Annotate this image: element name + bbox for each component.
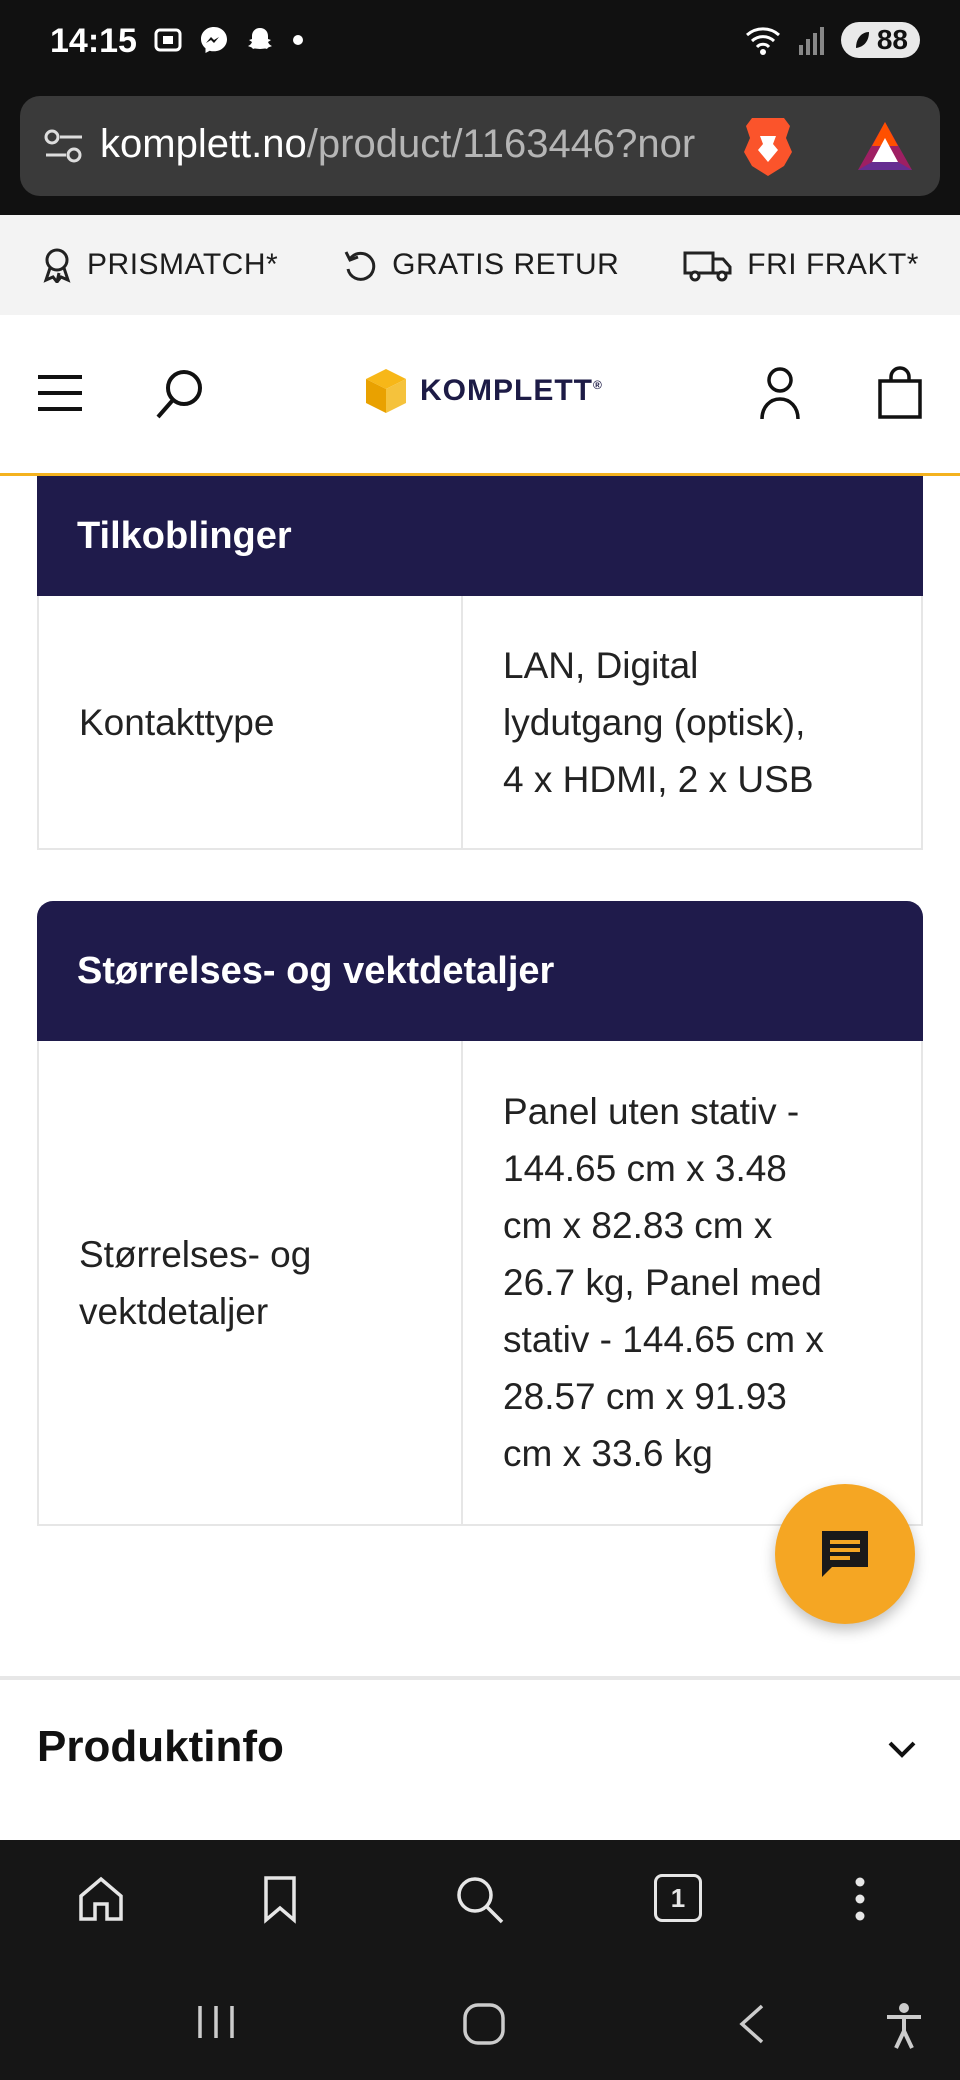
user-account-icon[interactable]: [756, 365, 804, 421]
url-host: komplett.no: [100, 122, 307, 166]
produktinfo-title[interactable]: Produktinfo: [37, 1722, 284, 1771]
search-icon[interactable]: [454, 1874, 506, 1926]
spec-label: [39, 1041, 463, 1524]
spec-label: Kontakttype: [39, 596, 463, 848]
bookmark-icon[interactable]: [260, 1874, 300, 1924]
komplett-logo[interactable]: [362, 365, 603, 417]
registered-mark: ®: [593, 378, 603, 392]
screenshot-icon: [152, 24, 184, 56]
more-options-icon[interactable]: [848, 1874, 872, 1924]
brave-shields-icon[interactable]: [738, 114, 798, 178]
spec-value-line: Panel uten stativ -: [503, 1091, 800, 1132]
chat-button[interactable]: [775, 1484, 915, 1624]
spec-value-line: LAN, Digital: [503, 644, 699, 686]
spec-label-line: Størrelses- og: [79, 1233, 312, 1275]
url-text[interactable]: [100, 122, 736, 170]
logo-text: KOMPLETT®: [420, 374, 603, 407]
award-ribbon-icon: [41, 247, 73, 283]
spec-heading: Tilkoblinger: [37, 476, 923, 596]
brave-rewards-icon[interactable]: [854, 118, 916, 174]
battery-level: 88: [876, 24, 908, 55]
messenger-icon: [198, 24, 230, 56]
promo-fri-frakt[interactable]: [683, 247, 919, 283]
spec-heading: Størrelses- og vektdetaljer: [37, 901, 923, 1041]
spec-table-storrelse: [37, 901, 923, 1526]
system-navigation-bar: [0, 1968, 960, 2080]
promo-gratis-retur[interactable]: [342, 247, 619, 283]
spec-value-line: 28.57 cm x 91.93: [503, 1376, 787, 1417]
wifi-icon: [743, 23, 783, 57]
spec-value: [463, 596, 921, 848]
section-divider: [0, 1676, 960, 1680]
menu-icon[interactable]: [36, 373, 84, 413]
site-header: [0, 315, 960, 476]
return-arrow-icon: [342, 247, 378, 283]
promo-label: GRATIS RETUR: [392, 248, 620, 281]
system-icons: [743, 22, 920, 58]
spec-value-line: 144.65 cm x 3.48: [503, 1148, 787, 1189]
dot-icon: [290, 24, 306, 56]
spec-value-line: 4 x HDMI, 2 x USB: [503, 758, 814, 800]
accessibility-icon[interactable]: [884, 2002, 924, 2050]
leaf-icon: [853, 29, 871, 51]
signal-icon: [797, 23, 827, 57]
notification-icons: [152, 24, 306, 56]
spec-label-line: vektdetaljer: [79, 1290, 269, 1332]
spec-value-line: cm x 33.6 kg: [503, 1433, 713, 1474]
komplett-logo-icon: [362, 365, 410, 417]
battery-indicator: [841, 22, 920, 58]
browser-toolbar: [0, 92, 960, 215]
recent-apps-icon[interactable]: [194, 2002, 238, 2042]
search-icon[interactable]: [154, 367, 206, 421]
tabs-button[interactable]: 1: [654, 1874, 702, 1922]
browser-bottom-bar: [0, 1840, 960, 1968]
spec-value-line: lydutgang (optisk),: [503, 701, 806, 743]
spec-value: [463, 1041, 921, 1524]
shopping-bag-icon[interactable]: [876, 365, 924, 421]
spec-value-line: cm x 82.83 cm x: [503, 1205, 773, 1246]
back-icon[interactable]: [736, 2002, 766, 2046]
home-icon[interactable]: [76, 1874, 126, 1924]
spec-row: [37, 596, 923, 850]
chevron-down-icon[interactable]: [886, 1738, 918, 1760]
spec-value-line: 26.7 kg, Panel med: [503, 1262, 822, 1303]
promo-prismatch[interactable]: [41, 247, 278, 283]
spec-value-line: stativ - 144.65 cm x: [503, 1319, 824, 1360]
delivery-truck-icon: [683, 247, 733, 283]
status-bar: [0, 0, 960, 92]
status-time: 14:15: [50, 22, 137, 60]
promo-strip: [0, 215, 960, 315]
spec-table-tilkoblinger: [37, 476, 923, 850]
home-button-icon[interactable]: [462, 2002, 506, 2046]
url-bar[interactable]: [20, 96, 940, 196]
promo-label: PRISMATCH*: [87, 248, 279, 281]
chat-icon: [816, 1525, 874, 1583]
snapchat-icon: [244, 24, 276, 56]
url-path: /product/1163446?nor: [306, 122, 696, 166]
site-settings-icon[interactable]: [42, 126, 86, 166]
promo-label: FRI FRAKT*: [747, 248, 919, 281]
spec-row: [37, 1041, 923, 1526]
